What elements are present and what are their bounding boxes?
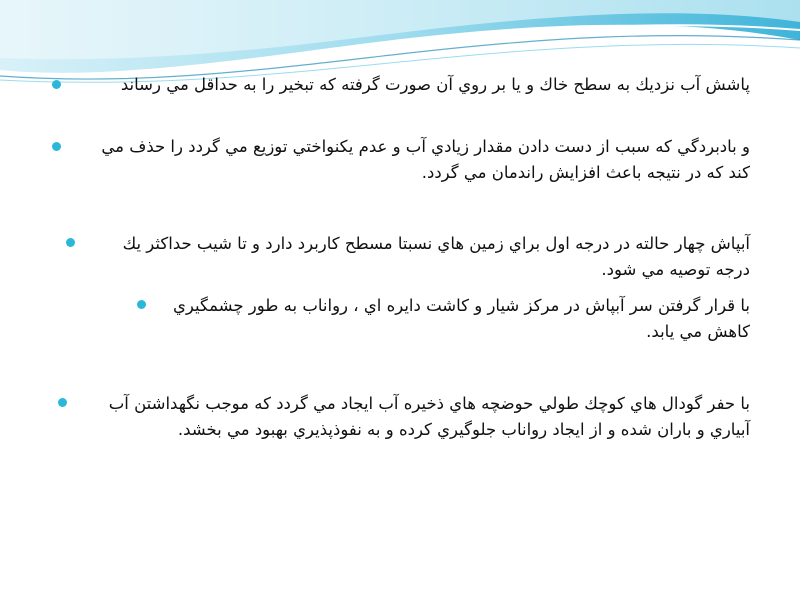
bullet-item-4: [160, 293, 750, 345]
bullet-item-1: [75, 72, 750, 98]
bullet-item-5: [82, 391, 750, 443]
bullet-dot-icon: [58, 398, 67, 407]
bullet-dot-icon: [52, 142, 61, 151]
bullet-text: با قرار گرفتن سر آبپاش در مركز شيار و كاشت دايره اي ، رواناب به طور چشمگيري كاهش مي يابد.: [172, 296, 750, 341]
bullet-dot-icon: [66, 238, 75, 247]
bullet-item-3: [90, 231, 750, 283]
bullet-text: پاشش آب نزديك به سطح خاك و يا بر روي آن صورت گرفته كه تبخير را به حداقل مي رساند: [120, 75, 750, 94]
bullet-text: آبپاش چهار حالته در درجه اول براي زمين هاي نسبتا مسطح كاربرد دارد و تا شيب حداكثر يك درجه توصيه مي شود.: [122, 234, 750, 279]
bullet-dot-icon: [137, 300, 146, 309]
bullet-dot-icon: [52, 80, 61, 89]
bullet-text: با حفر گودال هاي كوچك طولي حوضچه هاي ذخيره آب ايجاد مي گردد كه موجب نگهداشتن آب آبياري و باران شده و از ايجاد رواناب جلوگيري كرده و به نفوذپذيري بهبود مي بخشد.: [108, 394, 750, 439]
bullet-text: و بادبردگي كه سبب از دست دادن مقدار زيادي آب و عدم يكنواختي توزيع مي گردد را حذف مي كند كه در نتيجه باعث افزايش راندمان مي گردد.: [101, 137, 750, 182]
bullet-item-2: [75, 134, 750, 186]
